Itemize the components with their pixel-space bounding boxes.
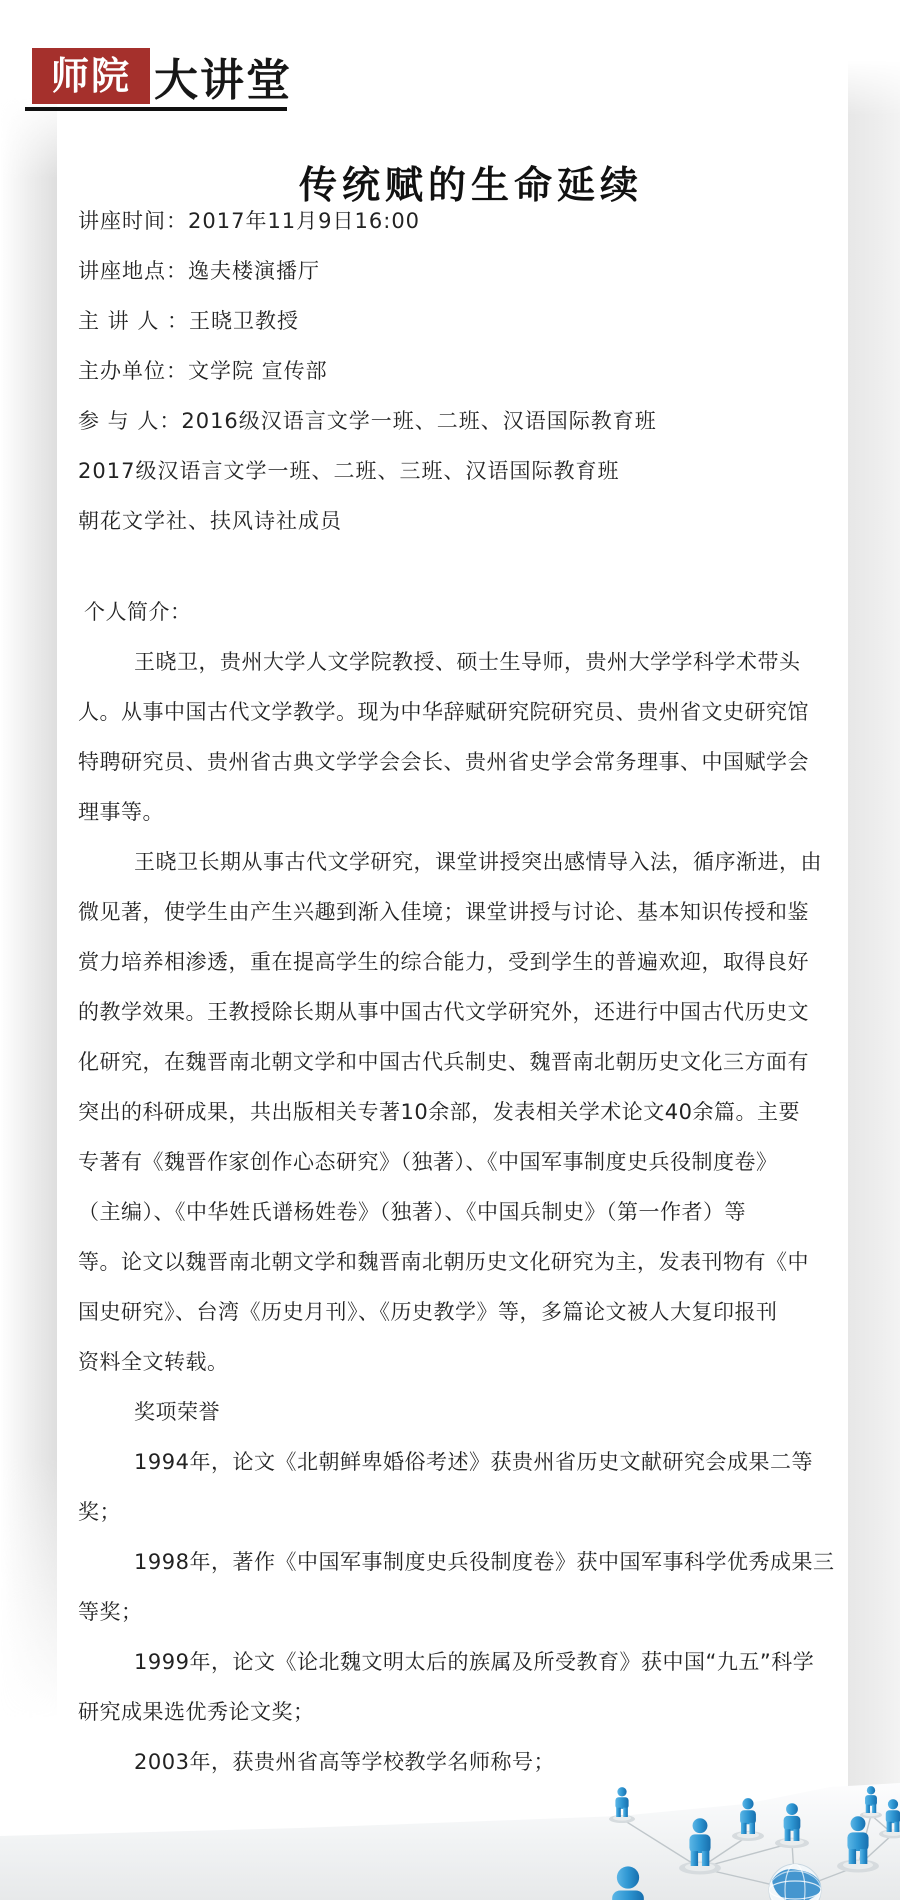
profile-text-line: 王晓卫长期从事古代文学研究，课堂讲授突出感情导入法，循序渐进，由 — [134, 850, 822, 874]
award-line: 等奖； — [78, 1600, 143, 1624]
profile-text-line: 理事等。 — [78, 800, 164, 824]
participants-line: 2017级汉语言文学一班、二班、三班、汉语国际教育班 — [78, 459, 620, 483]
network-people-illustration — [0, 1760, 900, 1900]
organizer-line: 主办单位：文学院 宣传部 — [78, 359, 328, 383]
participants-line: 朝花文学社、扶风诗社成员 — [78, 509, 342, 533]
award-line: 研究成果选优秀论文奖； — [78, 1700, 315, 1724]
logo-badge: 师院 — [32, 48, 150, 104]
lecture-info-block — [78, 196, 848, 546]
participants-line: 参 与 人：2016级汉语言文学一班、二班、汉语国际教育班 — [78, 409, 657, 433]
person-figure — [615, 1787, 628, 1817]
profile-text-line: 突出的科研成果，共出版相关专著10余部，发表相关学术论文40余篇。主要 — [78, 1100, 800, 1124]
left-gutter-shadow — [0, 98, 57, 1718]
profile-text-line: 的教学效果。王教授除长期从事中国古代文学研究外，还进行中国古代历史文 — [78, 1000, 809, 1024]
award-line: 1994年，论文《北朝鲜卑婚俗考述》获贵州省历史文献研究会成果二等 — [134, 1450, 813, 1474]
logo-suffix: 大讲堂 — [154, 55, 292, 106]
profile-text-line: 人。从事中国古代文学教学。现为中华辞赋研究院研究员、贵州省文史研究馆 — [78, 700, 809, 724]
award-line: 1999年，论文《论北魏文明太后的族属及所受教育》获中国“九五”科学 — [134, 1650, 815, 1674]
profile-text-line: 化研究，在魏晋南北朝文学和中国古代兵制史、魏晋南北朝历史文化三方面有 — [78, 1050, 809, 1074]
speaker-line: 主 讲 人 ：王晓卫教授 — [78, 309, 300, 333]
profile-section — [78, 587, 848, 1787]
profile-text-line: 微见著，使学生由产生兴趣到渐入佳境；课堂讲授与讨论、基本知识传授和鉴 — [78, 900, 809, 924]
profile-heading: 个人简介： — [84, 600, 192, 624]
awards-heading: 奖项荣誉 — [134, 1400, 220, 1424]
logo-underline — [25, 107, 287, 111]
profile-text-line: 专著有《魏晋作家创作心态研究》（独著）、《中国军事制度史兵役制度卷》 — [78, 1150, 778, 1174]
lecture-time-line: 讲座时间：2017年11月9日16:00 — [78, 209, 421, 233]
profile-text-line: （主编）、《中华姓氏谱杨姓卷》（独著）、《中国兵制史》（第一作者）等 — [78, 1200, 746, 1224]
lecture-place-line: 讲座地点：逸夫楼演播厅 — [78, 259, 320, 283]
profile-text-line: 赏力培养相渗透，重在提高学生的综合能力，受到学生的普遍欢迎，取得良好 — [78, 950, 809, 974]
profile-text-line: 特聘研究员、贵州省古典文学学会会长、贵州省史学会常务理事、中国赋学会 — [78, 750, 809, 774]
award-line: 1998年，著作《中国军事制度史兵役制度卷》获中国军事科学优秀成果三 — [134, 1550, 835, 1574]
award-line: 2003年，获贵州省高等学校教学名师称号； — [134, 1750, 555, 1774]
page-title: 传统赋的生命延续 — [298, 163, 643, 208]
right-gutter-shadow — [848, 60, 900, 1787]
profile-text-line: 王晓卫，贵州大学人文学院教授、硕士生导师，贵州大学学科学术带头 — [134, 650, 801, 674]
profile-text-line: 国史研究》、台湾《历史月刊》、《历史教学》等，多篇论文被人大复印报刊 — [78, 1300, 778, 1324]
profile-text-line: 等。论文以魏晋南北朝文学和魏晋南北朝历史文化研究为主，发表刊物有《中 — [78, 1250, 809, 1274]
profile-text-line: 资料全文转载。 — [78, 1350, 229, 1374]
award-line: 奖； — [78, 1500, 121, 1524]
